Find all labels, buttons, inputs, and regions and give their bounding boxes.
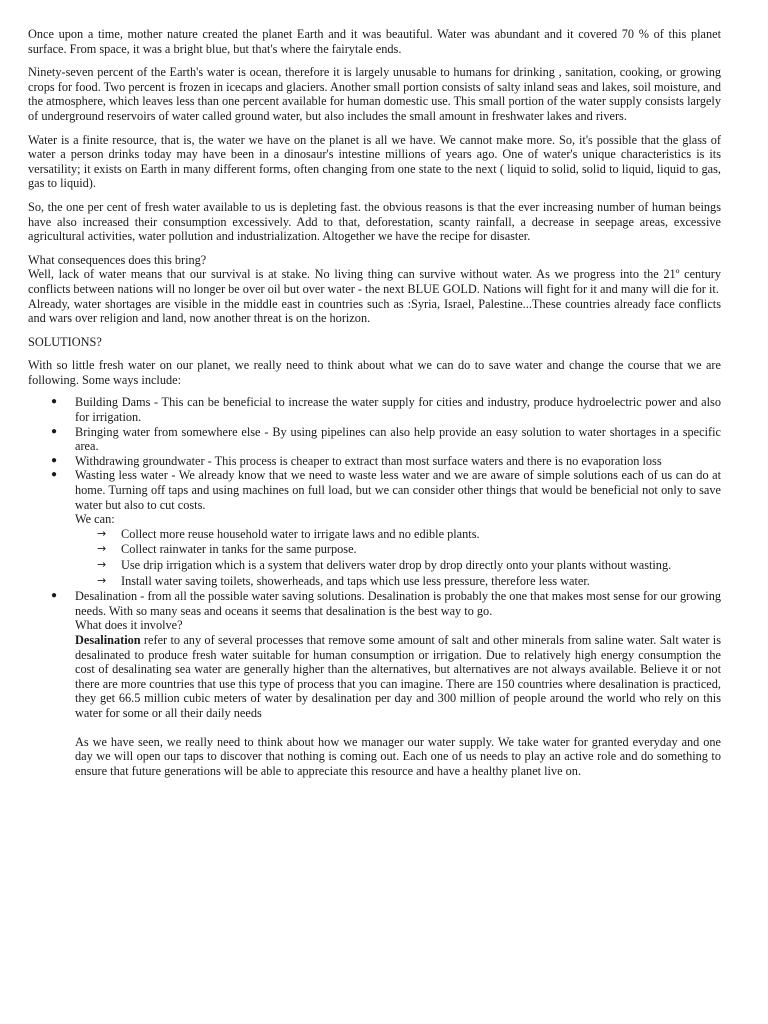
sub-item-text: Use drip irrigation which is a system that delivers water drop by drop directly onto your plants without wasting. bbox=[121, 558, 672, 572]
bullet-icon: ● bbox=[51, 469, 58, 481]
sub-item-text: Collect more reuse household water to irrigate laws and no edible plants. bbox=[121, 526, 480, 541]
sub-item-rainwater bbox=[97, 542, 721, 557]
paragraph-survival: Well, lack of water means that our survival is at stake. No living thing can survive without water. As we progress into the 21º century conflicts between nations will no longer be over oil but over water - the next BLUE GOLD. Nations will fight for it and many will die for it. bbox=[28, 267, 721, 296]
water-saving-sublist bbox=[75, 527, 721, 588]
list-item-text: Building Dams - This can be beneficial to increase the water supply for cities and industry, produce hydroelectric power and also for irrigation. bbox=[75, 395, 721, 425]
list-item-text: Wasting less water - We already know that we need to waste less water and we are aware of simple solutions each of us can do at home. Turning off taps and using machines on full load, but we can consider other things that would be beneficial not only to save water but also to cut costs. bbox=[75, 468, 721, 512]
list-item-bringing-water bbox=[51, 424, 721, 454]
we-can-label: We can: bbox=[75, 512, 115, 527]
list-item-text: Bringing water from somewhere else - By using pipelines can also help provide an easy solution to water shortages in a specific area. bbox=[75, 424, 721, 454]
sub-item-reuse-water bbox=[97, 526, 721, 542]
list-item-text: Withdrawing groundwater - This process is cheaper to extract than most surface waters and there is no evaporation loss bbox=[75, 453, 662, 468]
paragraph-depleting: So, the one per cent of fresh water available to us is depleting fast. the obvious reasons is that the ever increasing number of human beings have also increased their consumption excessively. Add to that, deforestation, scanty rainfall, a decrease in seepage areas, excessive agricultural activities, water pollution and industrialization. Altogether we have the recipe for disaster. bbox=[28, 199, 721, 244]
desalination-term: Desalination bbox=[75, 632, 141, 647]
arrow-right-icon: → bbox=[97, 542, 107, 556]
list-item-text: Desalination - from all the possible water saving solutions. Desalination is probably the one that makes most sense for our growing needs. With so many seas and oceans it seems that desalination is the best way to go. bbox=[75, 589, 721, 618]
sub-item-saving-toilets bbox=[97, 573, 721, 589]
arrow-right-icon: → bbox=[97, 558, 107, 571]
list-item-groundwater bbox=[51, 453, 721, 469]
question-consequences: What consequences does this bring? bbox=[28, 252, 207, 267]
paragraph-intro: Once upon a time, mother nature created the planet Earth and it was beautiful. Water was abundant and it covered 70 % of this planet surface. From space, it was a bright blue, but that's where the fairytale ends. bbox=[28, 27, 721, 56]
spacer bbox=[75, 721, 721, 735]
sub-item-text: Install water saving toilets, showerheads, and taps which use less pressure, therefore less water. bbox=[121, 573, 590, 588]
paragraph-middle-east: Already, water shortages are visible in the middle east in countries such as :Syria, Israel, Palestine...These countries already face conflicts and wars over religion and land, now another threat is on the horizon. bbox=[28, 296, 721, 326]
arrow-right-icon: → bbox=[97, 573, 107, 587]
list-item-desalination bbox=[51, 589, 721, 778]
desalination-definition bbox=[75, 633, 721, 721]
bullet-icon: ● bbox=[51, 454, 58, 466]
sub-item-text: Collect rainwater in tanks for the same purpose. bbox=[121, 542, 357, 557]
paragraph-ocean-water: Ninety-seven percent of the Earth's water is ocean, therefore it is largely unusable to humans for drinking , sanitation, cooking, or growing crops for food. Two percent is frozen in icecaps and glaciers. Another small portion consists of salty inland seas and lakes, soil moisture, and the atmosphere, which leaves less than one percent available for human domestic use. This small portion of the water supply consists largely of underground reservoirs of water called ground water, but also includes the small amount in freshwater lakes and rivers. bbox=[28, 65, 721, 123]
bullet-icon: ● bbox=[51, 425, 58, 437]
bullet-icon: ● bbox=[51, 590, 58, 602]
conclusion-paragraph: As we have seen, we really need to think about how we manager our water supply. We take water for granted everyday and one day we will open our taps to discover that nothing is coming out. Each one of us needs to play an active role and do something to ensure that future generations will be able to appreciate this resource and have a healthy planet live on. bbox=[75, 734, 721, 778]
document-page bbox=[28, 27, 721, 778]
solutions-list bbox=[28, 395, 721, 778]
list-item-building-dams bbox=[51, 395, 721, 425]
what-involve-question: What does it involve? bbox=[75, 618, 183, 633]
paragraph-solutions-intro: With so little fresh water on our planet, we really need to think about what we can do to save water and change the course that we are following. Some ways include: bbox=[28, 358, 721, 387]
definition-text: refer to any of several processes that remove some amount of salt and other minerals from saline water. Salt water is desalinated to produce fresh water suitable for human consumption or irrigation. Due to relatively high energy consumption the cost of desalinating sea water are generally higher than the alternatives, but alternatives are not always available. Believe it or not there are more countries that use this type of process that you can imagine. There are 150 countries where desalination is practiced, they get 66.5 million cubic meters of water by desalination per day and 300 million of people around the world who rely on this water for some or all their daily needs bbox=[75, 632, 721, 720]
list-item-wasting-less bbox=[51, 468, 721, 588]
solutions-heading: SOLUTIONS? bbox=[28, 334, 102, 349]
sub-item-drip-irrigation bbox=[97, 558, 721, 573]
arrow-right-icon: → bbox=[97, 526, 107, 540]
paragraph-finite-resource: Water is a finite resource, that is, the water we have on the planet is all we have. We cannot make more. So, it's possible that the glass of water a person drinks today may have been in a dinosaur's intestine millions of years ago. One of water's unique characteristics is its versatility; it exists on Earth in many different forms, often changing from one state to the next ( liquid to solid, solid to liquid, liquid to gas, gas to liquid). bbox=[28, 132, 721, 191]
bullet-icon: ● bbox=[51, 396, 58, 408]
